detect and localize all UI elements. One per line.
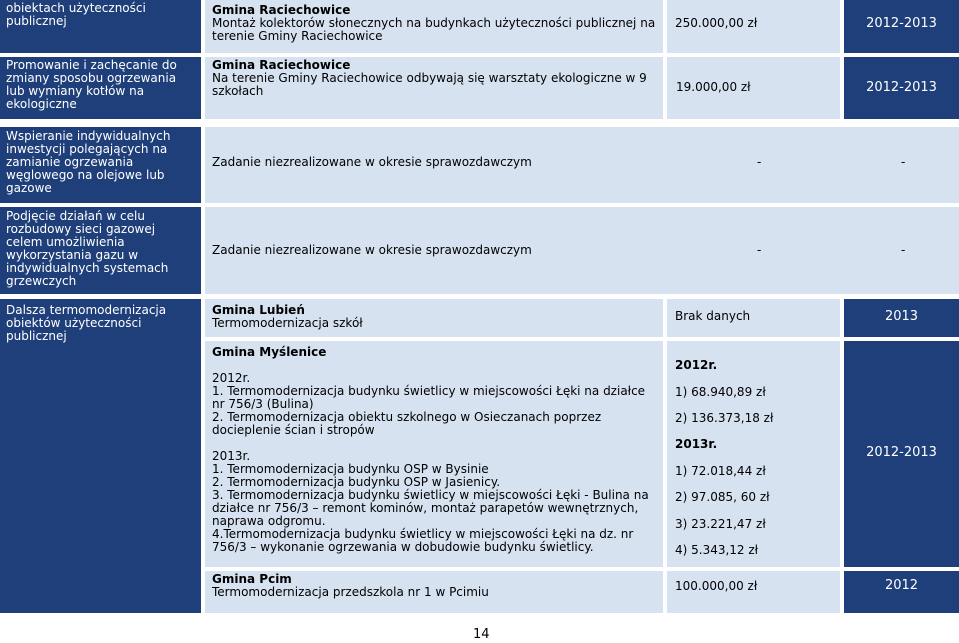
row-entry-not-realized (205, 127, 959, 203)
entry-text: Montaż kolektorów słonecznych na budynkach użyteczności publicznej na terenie Gminy Raciechowice (212, 16, 656, 43)
amount-line: 2013r. (675, 437, 718, 451)
org-name: Gmina Myślenice (212, 345, 327, 359)
entry-line: 2. Termomodernizacja obiektu szkolnego w Osieczanach poprzez docieplenie ścian i stropów (212, 410, 602, 437)
row-entry-not-realized (205, 207, 959, 294)
row-label-public-buildings: obiektach użyteczności publicznej (0, 0, 201, 53)
entry-text: Zadanie niezrealizowane w okresie sprawozdawczym (212, 155, 532, 169)
org-name: Gmina Raciechowice (212, 58, 351, 72)
amount-line: 1) 72.018,44 zł (675, 464, 766, 478)
row-entry-lubien (205, 299, 663, 337)
entry-text: Na terenie Gminy Raciechowice odbywają się warsztaty ekologiczne w 9 szkołach (212, 71, 647, 98)
amount-line: 2012r. (675, 358, 718, 372)
entry-line: 2012r. (212, 371, 251, 385)
org-name: Gmina Pcim (212, 572, 292, 586)
amount-cell: 250.000,00 zł (667, 0, 840, 53)
entry-line: 2. Termomodernizacja budynku OSP w Jasienicy. (212, 475, 501, 489)
amount-line: 1) 68.940,89 zł (675, 385, 766, 399)
amount-list-cell (667, 341, 840, 567)
entry-line: 1. Termomodernizacja budynku świetlicy w miejscowości Łęki na działce nr 756/3 (Bulina) (212, 384, 646, 411)
entry-text: Zadanie niezrealizowane w okresie sprawozdawczym (212, 243, 532, 257)
amount-cell: 100.000,00 zł (667, 571, 840, 613)
amount-line: 2) 97.085, 60 zł (675, 490, 770, 504)
year-dash: - (901, 155, 906, 169)
row-label-thermomodernization: Dalsza termomodernizacja obiektów użyteczności publicznej (0, 299, 201, 613)
year-cell: 2012-2013 (844, 341, 959, 567)
amount-line: 4) 5.343,12 zł (675, 543, 759, 557)
org-name: Gmina Raciechowice (212, 3, 351, 17)
entry-text: Termomodernizacja szkół (212, 316, 363, 330)
amount-line: 2) 136.373,18 zł (675, 411, 774, 425)
page-number: 14 (473, 627, 490, 642)
amount-cell: Brak danych (667, 299, 840, 337)
entry-text: Termomodernizacja przedszkola nr 1 w Pcimiu (212, 585, 489, 599)
amount-cell: 19.000,00 zł (667, 57, 840, 119)
entry-line: 4.Termomodernizacja budynku świetlicy w miejscowości Łęki na dz. nr 756/3 – wykonanie ogrzewania w dobudowie budynku świetlicy. (212, 527, 634, 554)
year-cell: 2012-2013 (844, 57, 959, 119)
row-label-promotion: Promowanie i zachęcanie do zmiany sposobu ogrzewania lub wymiany kotłów na ekologiczne (0, 57, 201, 119)
amount-dash: - (757, 155, 762, 169)
amount-line: 3) 23.221,47 zł (675, 517, 766, 531)
entry-line: 2013r. (212, 449, 251, 463)
entry-line: 1. Termomodernizacja budynku OSP w Bysinie (212, 462, 489, 476)
row-entry-myslenice (205, 341, 663, 567)
entry-line: 3. Termomodernizacja budynku świetlicy w miejscowości Łęki - Bulina na działce nr 756/3 – remont kominów, montaż parapetów wewnętrznych, naprawa odgromu. (212, 488, 649, 528)
row-entry-pcim (205, 571, 663, 613)
year-cell: 2013 (844, 299, 959, 337)
org-name: Gmina Lubień (212, 303, 305, 317)
year-dash: - (901, 243, 906, 257)
row-label-individual-investments: Wspieranie indywidualnych inwestycji polegających na zamianie ogrzewania węglowego na olejowe lub gazowe (0, 127, 201, 203)
row-entry-raciechowice-workshops (205, 57, 663, 119)
year-cell: 2012 (844, 571, 959, 613)
row-label-gas-network: Podjęcie działań w celu rozbudowy sieci gazowej celem umożliwienia wykorzystania gazu w indywidualnych systemach grzewczych (0, 207, 201, 294)
year-cell: 2012-2013 (844, 0, 959, 53)
amount-dash: - (757, 243, 762, 257)
row-entry-raciechowice-collectors (205, 0, 663, 53)
